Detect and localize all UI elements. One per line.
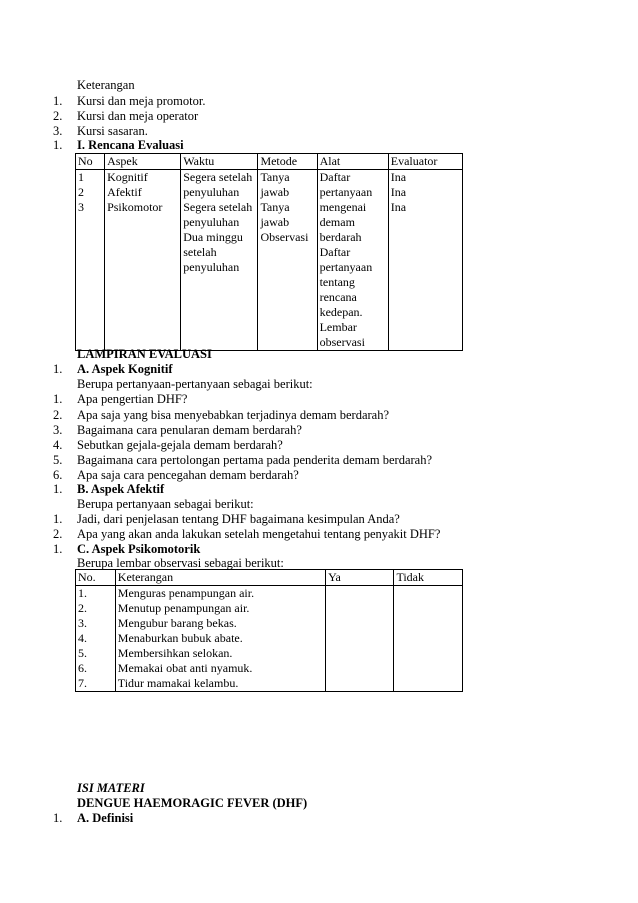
definisi-title: A. Definisi [77,811,134,825]
section-number: 1. [53,138,63,152]
cell-evaluator: Ina Ina Ina [388,170,462,351]
aspek-afektif-title: B. Aspek Afektif [77,482,165,496]
cell-tidak [394,586,463,692]
isi-materi-title: ISI MATERI [77,781,145,795]
col-header-waktu: Waktu [181,154,258,170]
section-number: 1. [53,362,63,376]
dhf-title: DENGUE HAEMORAGIC FEVER (DHF) [77,796,308,810]
col-header-tidak: Tidak [394,570,463,586]
afektif-intro: Berupa pertanyaan sebagai berikut: [77,497,254,511]
col-header-no: No. [76,570,116,586]
question-item: Apa pengertian DHF? [77,392,188,406]
observation-table [75,569,463,692]
cell-alat: Daftar pertanyaan mengenai demam berdarah Daftar pertanyaan tentang rencana kedepan. Lembar observasi [317,170,388,351]
list-number: 2. [53,527,63,541]
aspek-kognitif-title: A. Aspek Kognitif [77,362,173,376]
question-item: Bagaimana cara penularan demam berdarah? [77,423,302,437]
question-item: Apa yang akan anda lakukan setelah mengetahui tentang penyakit DHF? [77,527,441,541]
col-header-alat: Alat [317,154,388,170]
col-header-ya: Ya [326,570,394,586]
section-number: 1. [53,811,63,825]
list-number: 2. [53,109,63,123]
evaluation-table [75,153,463,351]
question-item: Sebutkan gejala-gejala demam berdarah? [77,438,283,452]
list-number: 1. [53,512,63,526]
cell-ya [326,586,394,692]
keterangan-heading: Keterangan [77,78,135,92]
list-number: 3. [53,124,63,138]
section-number: 1. [53,482,63,496]
list-number: 2. [53,408,63,422]
col-header-keterangan: Keterangan [115,570,325,586]
question-item: Jadi, dari penjelasan tentang DHF bagaimana kesimpulan Anda? [77,512,400,526]
cell-aspek: Kognitif Afektif Psikomotor [105,170,181,351]
question-item: Apa saja cara pencegahan demam berdarah? [77,468,299,482]
list-number: 3. [53,423,63,437]
question-item: Bagaimana cara pertolongan pertama pada penderita demam berdarah? [77,453,433,467]
question-item: Apa saja yang bisa menyebabkan terjadinya demam berdarah? [77,408,390,422]
cell-no: 1 2 3 [76,170,105,351]
list-number: 4. [53,438,63,452]
col-header-aspek: Aspek [105,154,181,170]
cell-no: 1. 2. 3. 4. 5. 6. 7. [76,586,116,692]
list-number: 5. [53,453,63,467]
list-number: 1. [53,392,63,406]
col-header-no: No [76,154,105,170]
list-number: 6. [53,468,63,482]
list-item: Kursi dan meja promotor. [77,94,206,108]
cell-metode: Tanya jawab Tanya jawab Observasi [258,170,317,351]
section-title-rencana: I. Rencana Evaluasi [77,138,184,152]
list-item: Kursi sasaran. [77,124,148,138]
list-number: 1. [53,94,63,108]
lampiran-title: LAMPIRAN EVALUASI [77,347,212,361]
cell-waktu: Segera setelah penyuluhan Segera setelah penyuluhan Dua minggu setelah penyuluhan [181,170,258,351]
aspek-psikomotorik-title: C. Aspek Psikomotorik [77,542,201,556]
section-number: 1. [53,542,63,556]
kognitif-intro: Berupa pertanyaan-pertanyaan sebagai berikut: [77,377,313,391]
col-header-evaluator: Evaluator [388,154,462,170]
psikomotorik-intro: Berupa lembar observasi sebagai berikut: [77,556,284,570]
cell-keterangan: Menguras penampungan air. Menutup penampungan air. Mengubur barang bekas. Menaburkan bubuk abate. Membersihkan selokan. Memakai obat anti nyamuk. Tidur mamakai kelambu. [115,586,325,692]
list-item: Kursi dan meja operator [77,109,199,123]
col-header-metode: Metode [258,154,317,170]
